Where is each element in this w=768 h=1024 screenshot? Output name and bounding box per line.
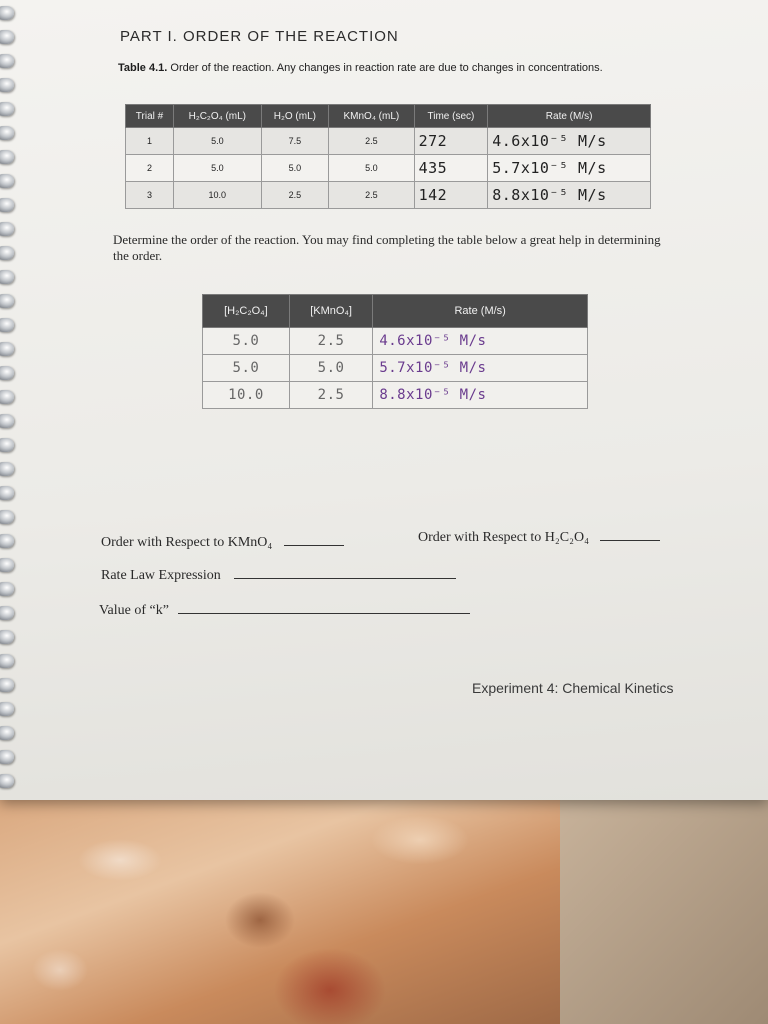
question-order-kmno4 [101, 535, 344, 551]
spiral-ring-icon [0, 6, 14, 20]
question-order-h2c2o4 [418, 530, 660, 546]
cell-h2c2o4: 5.0 [174, 155, 262, 182]
spiral-ring-icon [0, 702, 14, 716]
col-h2o: H₂O (mL) [261, 105, 329, 128]
spiral-ring-icon [0, 726, 14, 740]
caption-text: Order of the reaction. Any changes in reaction rate are due to changes in concentrations. [170, 62, 603, 74]
cell-h2o: 7.5 [261, 128, 329, 155]
order-table-header [203, 295, 588, 328]
cell-conc-h2c2o4[interactable]: 5.0 [203, 328, 290, 355]
spiral-ring-icon [0, 438, 14, 452]
background-fabric [0, 800, 560, 1024]
answer-line-kmno4[interactable] [284, 545, 344, 546]
col-kmno4: KMnO₄ (mL) [329, 105, 414, 128]
cell-h2c2o4: 10.0 [174, 182, 262, 209]
cell-conc-h2c2o4[interactable]: 10.0 [203, 382, 290, 409]
table-row [203, 355, 588, 382]
spiral-ring-icon [0, 774, 14, 788]
spiral-ring-icon [0, 246, 14, 260]
spiral-ring-icon [0, 486, 14, 500]
spiral-ring-icon [0, 414, 14, 428]
spiral-ring-icon [0, 606, 14, 620]
spiral-ring-icon [0, 366, 14, 380]
spiral-ring-icon [0, 102, 14, 116]
question-label: Rate Law Expression [101, 568, 221, 583]
spiral-ring-icon [0, 294, 14, 308]
cell-kmno4: 2.5 [329, 128, 414, 155]
col-time: Time (sec) [414, 105, 488, 128]
footer-experiment: Experiment 4: Chemical Kinetics [472, 680, 674, 696]
spiral-ring-icon [0, 510, 14, 524]
spiral-binding-icon [0, 0, 22, 800]
spiral-ring-icon [0, 750, 14, 764]
spiral-ring-icon [0, 342, 14, 356]
cell-conc-kmno4[interactable]: 5.0 [289, 355, 372, 382]
reaction-table [125, 104, 651, 209]
spiral-ring-icon [0, 270, 14, 284]
cell-conc-kmno4[interactable]: 2.5 [289, 382, 372, 409]
spiral-ring-icon [0, 318, 14, 332]
cell-rate[interactable]: 8.8x10⁻⁵ M/s [488, 182, 651, 209]
spiral-ring-icon [0, 582, 14, 596]
cell-rate[interactable]: 5.7x10⁻⁵ M/s [488, 155, 651, 182]
cell-order-rate[interactable]: 5.7x10⁻⁵ M/s [373, 355, 588, 382]
cell-conc-kmno4[interactable]: 2.5 [289, 328, 372, 355]
background-floor-right [560, 800, 768, 1024]
instructions: Determine the order of the reaction. You may find completing the table below a great help in determining the order. [113, 232, 661, 263]
table-row [126, 128, 651, 155]
cell-time[interactable]: 272 [414, 128, 488, 155]
question-rate-law [101, 568, 456, 584]
col-trial: Trial # [126, 105, 174, 128]
spiral-ring-icon [0, 534, 14, 548]
spiral-ring-icon [0, 78, 14, 92]
cell-order-rate[interactable]: 8.8x10⁻⁵ M/s [373, 382, 588, 409]
answer-line-rate-law[interactable] [234, 578, 456, 579]
cell-trial: 1 [126, 128, 174, 155]
spiral-ring-icon [0, 126, 14, 140]
order-table [202, 294, 588, 409]
cell-trial: 2 [126, 155, 174, 182]
table-caption [118, 62, 603, 74]
cell-kmno4: 2.5 [329, 182, 414, 209]
spiral-ring-icon [0, 150, 14, 164]
cell-time[interactable]: 435 [414, 155, 488, 182]
cell-conc-h2c2o4[interactable]: 5.0 [203, 355, 290, 382]
spiral-ring-icon [0, 462, 14, 476]
answer-line-k[interactable] [178, 613, 470, 614]
table-row [203, 382, 588, 409]
cell-h2o: 5.0 [261, 155, 329, 182]
spiral-ring-icon [0, 222, 14, 236]
cell-trial: 3 [126, 182, 174, 209]
col-conc-h2c2o4: [H₂C₂O₄] [203, 295, 290, 328]
table-row [126, 155, 651, 182]
question-k-value [99, 603, 470, 619]
cell-h2c2o4: 5.0 [174, 128, 262, 155]
spiral-ring-icon [0, 390, 14, 404]
col-conc-kmno4: [KMnO₄] [289, 295, 372, 328]
spiral-ring-icon [0, 198, 14, 212]
caption-label: Table 4.1. [118, 62, 168, 74]
spiral-ring-icon [0, 558, 14, 572]
cell-rate[interactable]: 4.6x10⁻⁵ M/s [488, 128, 651, 155]
cell-time[interactable]: 142 [414, 182, 488, 209]
cell-h2o: 2.5 [261, 182, 329, 209]
col-h2c2o4: H₂C₂O₄ (mL) [174, 105, 262, 128]
col-order-rate: Rate (M/s) [373, 295, 588, 328]
table-row [203, 328, 588, 355]
page-title: PART I. ORDER OF THE REACTION [120, 28, 399, 45]
cell-kmno4: 5.0 [329, 155, 414, 182]
spiral-ring-icon [0, 174, 14, 188]
col-rate: Rate (M/s) [488, 105, 651, 128]
spiral-ring-icon [0, 678, 14, 692]
spiral-ring-icon [0, 654, 14, 668]
question-label: Order with Respect to KMnO₄ [101, 535, 273, 550]
answer-line-h2c2o4[interactable] [600, 540, 660, 541]
cell-order-rate[interactable]: 4.6x10⁻⁵ M/s [373, 328, 588, 355]
table-row [126, 182, 651, 209]
spiral-ring-icon [0, 54, 14, 68]
spiral-ring-icon [0, 630, 14, 644]
question-label: Order with Respect to H₂C₂O₄ [418, 530, 589, 545]
reaction-table-header [126, 105, 651, 128]
question-label: Value of “k” [99, 603, 169, 618]
spiral-ring-icon [0, 30, 14, 44]
